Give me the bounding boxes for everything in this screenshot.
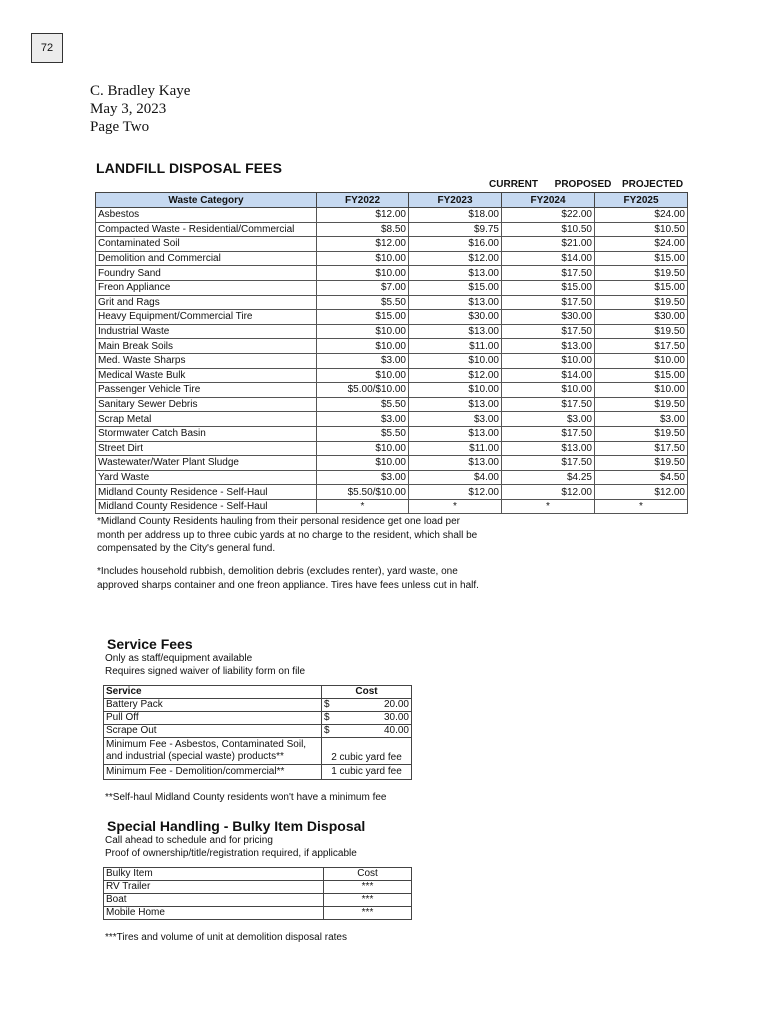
waste-category-cell: Contaminated Soil: [96, 237, 317, 252]
service-label: Minimum Fee - Demolition/commercial**: [104, 765, 322, 780]
fee-cell: $5.50: [317, 426, 409, 441]
fee-cell: $17.50: [595, 339, 688, 354]
fee-cell: $3.00: [317, 412, 409, 427]
waste-category-cell: Compacted Waste - Residential/Commercial: [96, 222, 317, 237]
subtitle-line: Proof of ownership/title/registration required, if applicable: [105, 848, 357, 859]
fee-cell: $5.50: [317, 295, 409, 310]
fee-cell: $7.00: [317, 280, 409, 295]
fee-cell: $17.50: [502, 397, 595, 412]
fee-cell: $5.50: [317, 397, 409, 412]
special-handling-subtitle: [105, 834, 357, 860]
fee-cell: $19.50: [595, 295, 688, 310]
recipient-name: C. Bradley Kaye: [90, 83, 191, 99]
fee-cell: $30.00: [409, 310, 502, 325]
fee-cell: $19.50: [595, 266, 688, 281]
waste-category-cell: Demolition and Commercial: [96, 251, 317, 266]
fee-cell: $18.00: [409, 208, 502, 223]
landfill-note-1: [97, 515, 477, 556]
service-label: Battery Pack: [104, 699, 322, 712]
service-label: [104, 738, 322, 765]
table-row: [96, 266, 688, 281]
fee-cell: *: [409, 499, 502, 514]
period-projected: PROJECTED: [621, 179, 684, 190]
bulky-item-table: [103, 867, 412, 920]
table-row: [96, 353, 688, 368]
landfill-table-wrap: [95, 178, 687, 514]
fee-cell: $5.00/$10.00: [317, 383, 409, 398]
label-line: and industrial (special waste) products**: [106, 751, 284, 762]
landfill-fees-table: [95, 192, 688, 514]
fee-cell: $19.50: [595, 426, 688, 441]
service-label: Pull Off: [104, 712, 322, 725]
table-row: [104, 894, 412, 907]
fee-cell: $15.00: [502, 280, 595, 295]
waste-category-cell: Industrial Waste: [96, 324, 317, 339]
fee-cell: $14.00: [502, 368, 595, 383]
fee-cell: $24.00: [595, 208, 688, 223]
special-handling-note: ***Tires and volume of unit at demolition disposal rates: [105, 932, 347, 943]
header-fy2025: FY2025: [595, 193, 688, 208]
fee-cell: $21.00: [502, 237, 595, 252]
waste-category-cell: Foundry Sand: [96, 266, 317, 281]
waste-category-cell: Freon Appliance: [96, 280, 317, 295]
header-waste-category: Waste Category: [96, 193, 317, 208]
letter-date: May 3, 2023: [90, 101, 167, 117]
fee-cell: $19.50: [595, 456, 688, 471]
table-row: [96, 237, 688, 252]
fee-cell: $19.50: [595, 324, 688, 339]
fee-cell: $17.50: [502, 266, 595, 281]
header-service: Service: [104, 686, 322, 699]
fee-cell: $9.75: [409, 222, 502, 237]
service-fees-subtitle: [105, 652, 305, 678]
table-row: [96, 485, 688, 500]
waste-category-cell: Asbestos: [96, 208, 317, 223]
fee-cell: $12.00: [595, 485, 688, 500]
fee-cell: $15.00: [409, 280, 502, 295]
table-row: [96, 222, 688, 237]
fee-cell: $12.00: [409, 485, 502, 500]
fee-cell: $10.00: [317, 251, 409, 266]
fee-cell: $10.00: [409, 353, 502, 368]
waste-category-cell: Main Break Soils: [96, 339, 317, 354]
landfill-note-2: [97, 565, 479, 592]
fee-cell: $10.00: [502, 383, 595, 398]
fee-cell: $12.00: [409, 251, 502, 266]
table-row: [96, 280, 688, 295]
table-row: [104, 699, 412, 712]
fee-cell: $10.00: [595, 353, 688, 368]
landfill-title: LANDFILL DISPOSAL FEES: [96, 160, 283, 176]
header-cost: Cost: [324, 868, 412, 881]
fee-cell: $3.00: [502, 412, 595, 427]
fee-cell: $5.50/$10.00: [317, 485, 409, 500]
waste-category-cell: Medical Waste Bulk: [96, 368, 317, 383]
fee-cell: $3.00: [317, 470, 409, 485]
table-row: [96, 470, 688, 485]
table-row: [96, 412, 688, 427]
landfill-body: [96, 208, 688, 514]
fee-cell: $15.00: [595, 368, 688, 383]
fee-cell: $10.00: [317, 324, 409, 339]
fee-cell: $3.00: [409, 412, 502, 427]
fee-cell: $13.00: [409, 324, 502, 339]
service-cost: 2 cubic yard fee: [322, 738, 412, 765]
waste-category-cell: Yard Waste: [96, 470, 317, 485]
fee-cell: *: [502, 499, 595, 514]
waste-category-cell: Stormwater Catch Basin: [96, 426, 317, 441]
table-row: [104, 712, 412, 725]
fee-cell: $13.00: [502, 441, 595, 456]
fee-cell: $17.50: [502, 456, 595, 471]
fee-cell: $10.00: [317, 441, 409, 456]
bulky-item-label: Boat: [104, 894, 324, 907]
fee-cell: $30.00: [595, 310, 688, 325]
period-proposed: PROPOSED: [554, 179, 612, 190]
service-label: Scrape Out: [104, 725, 322, 738]
fee-cell: $3.00: [317, 353, 409, 368]
fee-cell: $13.00: [409, 426, 502, 441]
fee-cell: $14.00: [502, 251, 595, 266]
table-row: [104, 881, 412, 894]
note-line: *Includes household rubbish, demolition debris (excludes renter), yard waste, one: [97, 566, 458, 577]
fee-cell: $17.50: [502, 426, 595, 441]
currency-symbol: $: [324, 725, 330, 736]
waste-category-cell: Med. Waste Sharps: [96, 353, 317, 368]
table-row: [96, 426, 688, 441]
header-fy2024: FY2024: [502, 193, 595, 208]
fee-cell: $4.50: [595, 470, 688, 485]
bulky-item-cost: ***: [324, 907, 412, 920]
header-fy2022: FY2022: [317, 193, 409, 208]
subtitle-line: Requires signed waiver of liability form on file: [105, 666, 306, 677]
fee-cell: $12.00: [502, 485, 595, 500]
amount: 40.00: [383, 725, 409, 736]
fee-cell: $10.00: [317, 368, 409, 383]
fee-cell: $10.00: [502, 353, 595, 368]
waste-category-cell: Scrap Metal: [96, 412, 317, 427]
table-row: [104, 738, 412, 765]
fee-cell: $24.00: [595, 237, 688, 252]
fee-cell: $3.00: [595, 412, 688, 427]
waste-category-cell: Passenger Vehicle Tire: [96, 383, 317, 398]
service-header-row: [104, 686, 412, 699]
table-row: [104, 765, 412, 780]
currency-symbol: $: [324, 699, 330, 710]
table-row: [96, 397, 688, 412]
fee-cell: $8.50: [317, 222, 409, 237]
waste-category-cell: Sanitary Sewer Debris: [96, 397, 317, 412]
currency-symbol: $: [324, 712, 330, 723]
waste-category-cell: Midland County Residence - Self-Haul: [96, 485, 317, 500]
bulky-item-label: Mobile Home: [104, 907, 324, 920]
special-handling-title: Special Handling - Bulky Item Disposal: [107, 818, 366, 834]
page-number-box: 72: [31, 33, 63, 63]
table-row: [96, 251, 688, 266]
fee-cell: $10.00: [317, 266, 409, 281]
note-line: compensated by the City's general fund.: [97, 543, 276, 554]
service-fees-table: [103, 685, 412, 780]
table-row: [96, 310, 688, 325]
fee-cell: $4.25: [502, 470, 595, 485]
fee-cell: $17.50: [595, 441, 688, 456]
header-fy2023: FY2023: [409, 193, 502, 208]
fee-cell: $11.00: [409, 339, 502, 354]
header-cost: Cost: [322, 686, 412, 699]
fee-cell: $12.00: [317, 208, 409, 223]
fee-cell: *: [595, 499, 688, 514]
fee-cell: $30.00: [502, 310, 595, 325]
amount: 30.00: [383, 712, 409, 723]
subtitle-line: Only as staff/equipment available: [105, 653, 253, 664]
fee-cell: $15.00: [595, 280, 688, 295]
bulky-item-cost: ***: [324, 894, 412, 907]
fee-cell: $22.00: [502, 208, 595, 223]
service-cost: [322, 725, 412, 738]
waste-category-cell: Heavy Equipment/Commercial Tire: [96, 310, 317, 325]
period-label-row: [95, 178, 687, 192]
fee-cell: $4.00: [409, 470, 502, 485]
page-label: Page Two: [90, 119, 150, 135]
fee-cell: $17.50: [502, 324, 595, 339]
table-row: [96, 368, 688, 383]
fee-cell: $13.00: [502, 339, 595, 354]
table-row: [104, 907, 412, 920]
landfill-header-row: [96, 193, 688, 208]
period-current: CURRENT: [489, 179, 538, 190]
note-line: month per address up to three cubic yards at no charge to the resident, which shall be: [97, 529, 478, 541]
service-cost: 1 cubic yard fee: [322, 765, 412, 780]
fee-cell: $12.00: [409, 368, 502, 383]
note-line: approved sharps container and one freon appliance. Tires have fees unless cut in half.: [97, 579, 479, 591]
table-row: [96, 295, 688, 310]
subtitle-line: Call ahead to schedule and for pricing: [105, 835, 273, 846]
fee-cell: $11.00: [409, 441, 502, 456]
note-line: *Midland County Residents hauling from their personal residence get one load per: [97, 516, 460, 527]
waste-category-cell: Midland County Residence - Self-Haul: [96, 499, 317, 514]
fee-cell: $13.00: [409, 456, 502, 471]
fee-cell: *: [317, 499, 409, 514]
fee-cell: $10.00: [595, 383, 688, 398]
fee-cell: $15.00: [595, 251, 688, 266]
table-row: [96, 441, 688, 456]
bulky-header-row: [104, 868, 412, 881]
fee-cell: $15.00: [317, 310, 409, 325]
table-row: [96, 456, 688, 471]
amount: 20.00: [383, 699, 409, 710]
service-fees-title: Service Fees: [107, 636, 193, 652]
table-row: [96, 339, 688, 354]
fee-cell: $16.00: [409, 237, 502, 252]
fee-cell: $10.50: [595, 222, 688, 237]
waste-category-cell: Grit and Rags: [96, 295, 317, 310]
fee-cell: $19.50: [595, 397, 688, 412]
waste-category-cell: Street Dirt: [96, 441, 317, 456]
table-row: [96, 208, 688, 223]
label-line: Minimum Fee - Asbestos, Contaminated Soil,: [106, 739, 307, 750]
fee-cell: $13.00: [409, 266, 502, 281]
waste-category-cell: Wastewater/Water Plant Sludge: [96, 456, 317, 471]
table-row: [104, 725, 412, 738]
service-cost: [322, 712, 412, 725]
fee-cell: $13.00: [409, 397, 502, 412]
fee-cell: $10.00: [317, 456, 409, 471]
service-cost: [322, 699, 412, 712]
fee-cell: $10.50: [502, 222, 595, 237]
fee-cell: $17.50: [502, 295, 595, 310]
table-row: [96, 324, 688, 339]
table-row: [96, 499, 688, 514]
header-bulky-item: Bulky Item: [104, 868, 324, 881]
fee-cell: $10.00: [317, 339, 409, 354]
fee-cell: $10.00: [409, 383, 502, 398]
bulky-item-cost: ***: [324, 881, 412, 894]
fee-cell: $12.00: [317, 237, 409, 252]
service-fees-note: **Self-haul Midland County residents won't have a minimum fee: [105, 792, 387, 803]
fee-cell: $13.00: [409, 295, 502, 310]
letter-header: [90, 82, 190, 136]
bulky-item-label: RV Trailer: [104, 881, 324, 894]
table-row: [96, 383, 688, 398]
